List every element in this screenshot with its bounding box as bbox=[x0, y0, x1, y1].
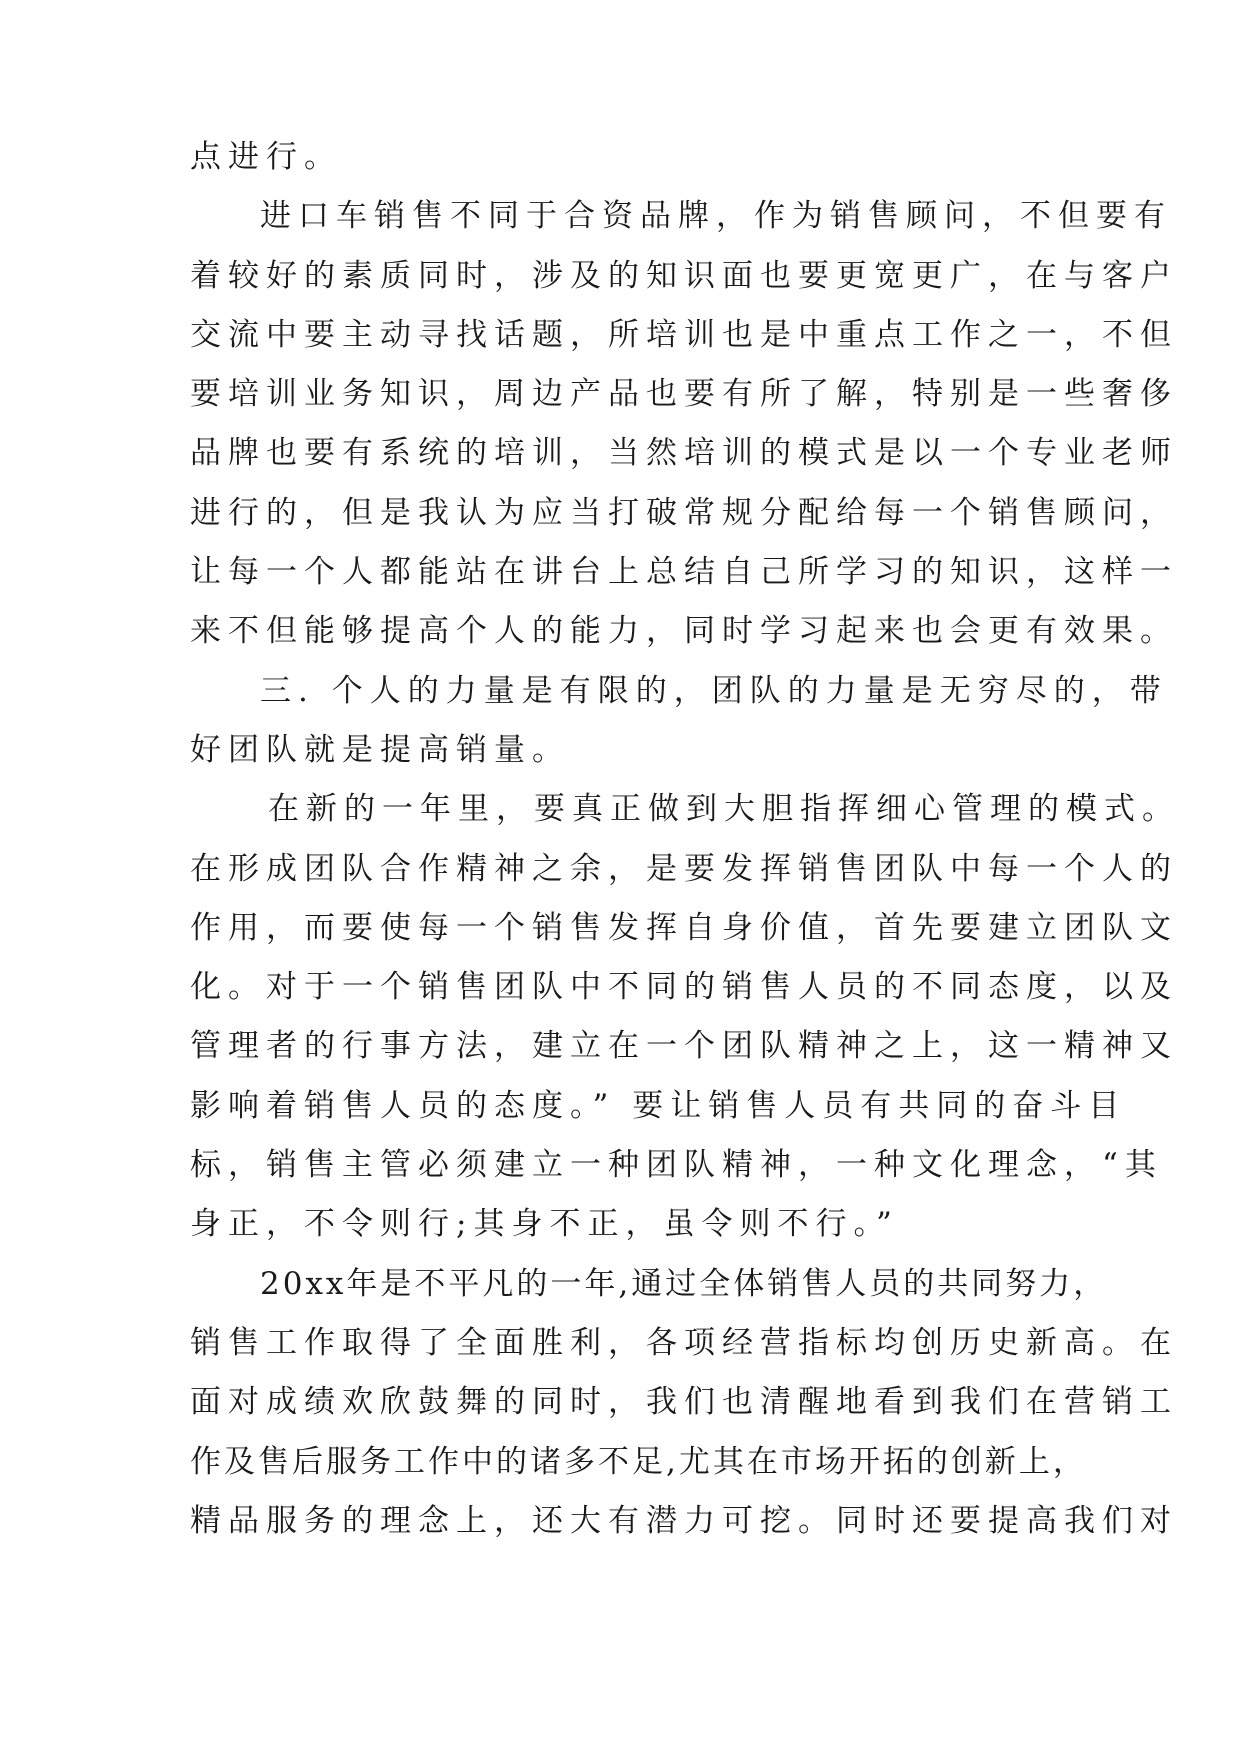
text-line: 来不但能够提高个人的能力，同时学习起来也会更有效果。 bbox=[190, 613, 1178, 650]
text-line: 点进行。 bbox=[190, 139, 342, 175]
text-line: 管理者的行事方法，建立在一个团队精神之上，这一精神又 bbox=[190, 1028, 1178, 1065]
text-line: 面对成绩欢欣鼓舞的同时，我们也清醒地看到我们在营销工 bbox=[190, 1384, 1178, 1421]
section-heading-line: 好团队就是提高销量。 bbox=[190, 731, 570, 768]
text-line: 身正，不令则行;其身不正，虽令则不行。” bbox=[190, 1206, 899, 1243]
text-line: 标，销售主管必须建立一种团队精神，一种文化理念，“其 bbox=[190, 1147, 1163, 1184]
text-line: 作及售后服务工作中的诸多不足,尤其在市场开拓的创新上， bbox=[190, 1443, 1087, 1480]
text-line: 销售工作取得了全面胜利，各项经营指标均创历史新高。在 bbox=[190, 1324, 1178, 1361]
text-line: 在形成团队合作精神之余，是要发挥销售团队中每一个人的 bbox=[190, 850, 1178, 887]
paragraph-start-line: 在新的一年里，要真正做到大胆指挥细心管理的模式。 bbox=[268, 791, 1180, 828]
text-line: 作用，而要使每一个销售发挥自身价值，首先要建立团队文 bbox=[190, 909, 1178, 946]
text-line: 影响着销售人员的态度。” 要让销售人员有共同的奋斗目 bbox=[190, 1087, 1127, 1124]
text-line: 精品服务的理念上，还大有潜力可挖。同时还要提高我们对 bbox=[190, 1502, 1178, 1539]
text-line: 进行的，但是我认为应当打破常规分配给每一个销售顾问， bbox=[190, 494, 1178, 531]
text-line: 要培训业务知识，周边产品也要有所了解，特别是一些奢侈 bbox=[190, 376, 1178, 413]
section-heading-line: 三. 个人的力量是有限的，团队的力量是无穷尽的，带 bbox=[260, 672, 1168, 709]
text-line: 化。对于一个销售团队中不同的销售人员的不同态度，以及 bbox=[190, 969, 1178, 1006]
text-line: 着较好的素质同时，涉及的知识面也要更宽更广，在与客户 bbox=[190, 257, 1178, 294]
paragraph-start-line: 进口车销售不同于合资品牌，作为销售顾问，不但要有 bbox=[260, 198, 1172, 235]
text-line: 品牌也要有系统的培训，当然培训的模式是以一个专业老师 bbox=[190, 435, 1178, 472]
paragraph-start-line: 20xx年是不平凡的一年,通过全体销售人员的共同努力， bbox=[260, 1265, 1108, 1302]
document-body bbox=[190, 128, 1180, 1551]
text-line: 让每一个人都能站在讲台上总结自己所学习的知识，这样一 bbox=[190, 554, 1178, 591]
text-line: 交流中要主动寻找话题，所培训也是中重点工作之一，不但 bbox=[190, 316, 1178, 353]
